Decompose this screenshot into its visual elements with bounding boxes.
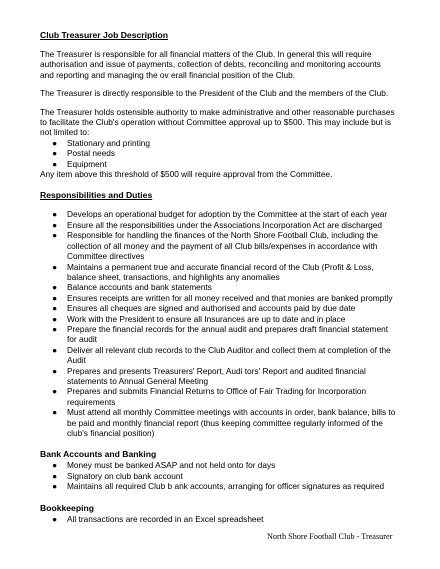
banking-heading: Bank Accounts and Banking: [40, 449, 157, 460]
bullet-icon: ●: [52, 158, 58, 169]
bullet-icon: ●: [52, 470, 58, 481]
page-title: Club Treasurer Job Description: [40, 30, 168, 40]
intro-paragraph: The Treasurer is responsible for all financial matters of the Club. In general this will require authorisation and issue of payments, collection of debts, reconciling and monitoring accounts and reporting and managing the ov erall financial position of the Club.: [40, 49, 381, 80]
bullet-icon: ●: [52, 313, 58, 324]
bullet-icon: ●: [52, 386, 58, 397]
bullet-icon: ●: [52, 481, 58, 492]
list-item: ● Develops an operational budget for adoption by the Committee at the start of each year: [52, 209, 388, 220]
list-item: ● Maintains all required Club b ank accounts, arranging for officer signatures as required: [52, 481, 385, 492]
list-item: ● Prepares and submits Financial Returns to Office of Fair Trading for Incorporation requirements: [52, 386, 367, 407]
bookkeeping-heading: Bookkeeping: [40, 502, 94, 513]
list-item: ● Stationary and printing: [52, 137, 151, 148]
list-item: ● Postal needs: [52, 148, 115, 159]
bullet-icon: ●: [52, 407, 58, 418]
bullet-icon: ●: [52, 282, 58, 293]
list-item: ● Signatory on club bank account: [52, 470, 183, 481]
authority-list: [40, 138, 396, 169]
bullet-icon: ●: [52, 230, 58, 241]
page-footer: North Shore Football Club - Treasurer: [267, 532, 393, 541]
list-item: ● Deliver all relevant club records to the Club Auditor and collect them at completion of the Audit: [52, 344, 391, 366]
list-item: ● Ensure all the responsibilities under the Associations Incorporation Act are discharged: [52, 219, 383, 230]
bullet-icon: ●: [52, 513, 58, 524]
bullet-icon: ●: [52, 323, 58, 334]
bullet-icon: ●: [52, 344, 58, 355]
list-item: ● Ensures receipts are written for all money received and that monies are banked promptly: [52, 292, 393, 303]
list-item: ● Money must be banked ASAP and not held onto for days: [52, 460, 276, 471]
banking-list: [40, 460, 396, 491]
reporting-paragraph: The Treasurer is directly responsible to the President of the Club and the members of the Club.: [40, 88, 389, 99]
bullet-icon: ●: [52, 137, 58, 148]
list-item: ● All transactions are recorded in an Excel spreadsheet: [52, 513, 264, 524]
bullet-icon: ●: [52, 209, 58, 220]
bullet-icon: ●: [52, 292, 58, 303]
list-item: ● Prepares and presents Treasurers' Report, Audi tors' Report and audited financial statements to Annual General Meeting: [52, 365, 366, 386]
list-item: ● Balance accounts and bank statements: [52, 282, 212, 293]
list-item: ● Maintains a permanent true and accurate financial record of the Club (Profit & Loss, balance sheet, transactions, and highlights any anomalies: [52, 261, 374, 282]
list-item: ● Ensures all cheques are signed and authorised and accounts paid by due date: [52, 303, 356, 314]
bullet-icon: ●: [52, 365, 58, 376]
bullet-icon: ●: [52, 219, 58, 230]
document-body: [40, 30, 396, 524]
bullet-icon: ●: [52, 261, 58, 272]
bullet-icon: ●: [52, 460, 58, 471]
bookkeeping-list: [40, 514, 396, 524]
list-item: ● Responsible for handling the finances of the North Shore Football Club, including the collection of all money and the payment of all Club bills/expenses in accordance with Committee directives: [52, 230, 378, 262]
list-item: ● Prepare the financial records for the annual audit and prepares draft financial statement for audit: [52, 323, 389, 345]
bullet-icon: ●: [52, 148, 58, 159]
responsibilities-list: [40, 209, 396, 438]
list-item: ● Equipment: [52, 158, 107, 169]
list-item: ● Work with the President to ensure all Insurances are up to date and in place: [52, 313, 346, 324]
bullet-icon: ●: [52, 303, 58, 314]
list-item: ● Must attend all monthly Committee meetings with accounts in order, bank balance, bills to be paid and monthly financial report (thus keeping committee regularly informed of the club's financial position): [52, 407, 396, 438]
authority-paragraph: The Treasurer holds ostensible authority to make administrative and other reasonable purchases to facilitate the Club's operation without Committee approval up to $500. This may include but is not limited to:: [40, 106, 395, 138]
responsibilities-heading: Responsibilities and Duties: [40, 190, 153, 201]
threshold-note: Any item above this threshold of $500 will require approval from the Committee.: [40, 169, 333, 180]
